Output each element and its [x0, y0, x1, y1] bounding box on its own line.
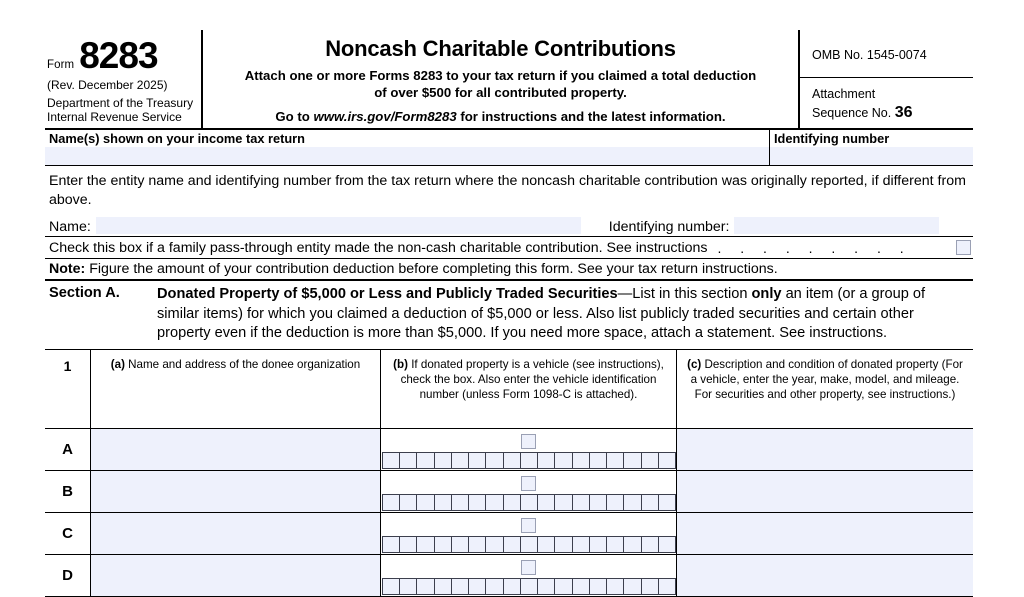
form-goto-line [213, 109, 788, 124]
vin-character-cell[interactable] [624, 579, 641, 594]
vin-character-cell[interactable] [521, 495, 538, 510]
attachment-sequence-label: Sequence No. [812, 105, 895, 120]
issuing-agency [47, 96, 195, 124]
vin-character-cell[interactable] [383, 495, 400, 510]
vin-character-cell[interactable] [555, 495, 572, 510]
column-b-tag: (b) [393, 357, 408, 371]
vehicle-checkbox[interactable] [521, 476, 536, 491]
vin-character-cell[interactable] [573, 579, 590, 594]
form-title: Noncash Charitable Contributions [325, 36, 676, 61]
column-header-b [381, 350, 677, 428]
vin-character-cell[interactable] [659, 579, 675, 594]
goto-suffix: for instructions and the latest information. [456, 109, 726, 125]
vin-input[interactable] [382, 494, 676, 511]
section-a-body [157, 285, 971, 343]
vin-character-cell[interactable] [400, 579, 417, 594]
entity-name-label: Name: [49, 219, 91, 236]
vin-character-cell[interactable] [504, 453, 521, 468]
row-label-c: C [45, 513, 91, 554]
form-number: 8283 [79, 35, 158, 76]
vin-input[interactable] [382, 452, 676, 469]
taxpayer-identity-row [45, 130, 973, 166]
leader-dots: . . . . . . . . . [717, 239, 912, 256]
attachment-sequence-number: 36 [894, 103, 913, 121]
vin-character-cell[interactable] [590, 453, 607, 468]
vehicle-cell [381, 513, 677, 554]
vin-character-cell[interactable] [573, 453, 590, 468]
goto-prefix: Go to [275, 109, 314, 125]
omb-number: OMB No. 1545-0074 [800, 30, 973, 78]
section-a-body-2: an item (or a group of similar items) for which you claimed a deduction of $5,000 or less. Also list publicly traded securities and certain other property even if the deduction is more than $5,000. If you need more space, attach a statement. See instructions. [157, 286, 926, 342]
vin-character-cell[interactable] [417, 579, 434, 594]
subtitle-line-1: Attach one or more Forms 8283 to your tax return if you claimed a total deduction [244, 68, 757, 84]
vin-character-cell[interactable] [469, 537, 486, 552]
masthead-left [45, 30, 203, 128]
property-description-input[interactable] [677, 429, 973, 470]
row-label-b: B [45, 471, 91, 512]
vin-character-cell[interactable] [486, 495, 503, 510]
property-description-input[interactable] [677, 471, 973, 512]
note-text: Figure the amount of your contribution deduction before completing this form. See your tax return instructions. [85, 261, 778, 278]
vin-character-cell[interactable] [469, 495, 486, 510]
table-header-row [45, 350, 973, 428]
column-a-tag: (a) [110, 357, 125, 371]
form-identifier [47, 35, 195, 76]
subtitle-line-2: of over $500 for all contributed property. [374, 84, 627, 100]
attachment-sequence-line [812, 103, 973, 123]
section-a-body-1: List in this section [632, 286, 752, 303]
vin-character-cell[interactable] [452, 579, 469, 594]
vin-character-cell[interactable] [642, 453, 659, 468]
vin-character-cell[interactable] [486, 579, 503, 594]
taxpayer-id-input[interactable] [770, 147, 973, 165]
entity-instruction-text: Enter the entity name and identifying number from the tax return where the noncash charitable contribution was originally reported, if different from above. [49, 173, 966, 208]
donee-name-address-input[interactable] [91, 513, 381, 554]
vin-character-cell[interactable] [435, 537, 452, 552]
vin-character-cell[interactable] [452, 537, 469, 552]
entity-fields-row [45, 213, 973, 237]
vin-character-cell[interactable] [486, 453, 503, 468]
vehicle-checkbox[interactable] [521, 560, 536, 575]
vin-character-cell[interactable] [590, 579, 607, 594]
note-line [45, 259, 973, 281]
taxpayer-name-cell [45, 130, 770, 165]
note-label: Note: [49, 261, 86, 278]
property-description-input[interactable] [677, 513, 973, 554]
form-8283 [45, 30, 973, 597]
vin-character-cell[interactable] [452, 453, 469, 468]
section-a-dash: — [617, 286, 633, 303]
attachment-sequence [800, 78, 973, 128]
vehicle-checkbox[interactable] [521, 518, 536, 533]
vehicle-cell [381, 555, 677, 596]
vin-character-cell[interactable] [659, 537, 675, 552]
entity-id-input[interactable] [734, 217, 939, 234]
vin-character-cell[interactable] [504, 537, 521, 552]
taxpayer-name-label: Name(s) shown on your income tax return [49, 131, 305, 146]
vin-character-cell[interactable] [624, 453, 641, 468]
donee-name-address-input[interactable] [91, 471, 381, 512]
vin-character-cell[interactable] [400, 495, 417, 510]
vin-character-cell[interactable] [659, 495, 675, 510]
column-c-tag: (c) [687, 357, 702, 371]
vin-character-cell[interactable] [642, 537, 659, 552]
property-description-input[interactable] [677, 555, 973, 596]
vin-character-cell[interactable] [555, 579, 572, 594]
agency-line-1: Department of the Treasury [47, 96, 194, 111]
vin-character-cell[interactable] [555, 453, 572, 468]
form-subtitle [213, 68, 788, 101]
vin-character-cell[interactable] [417, 495, 434, 510]
vin-character-cell[interactable] [469, 453, 486, 468]
attachment-label: Attachment [812, 87, 876, 101]
section-a-table [45, 350, 973, 597]
table-row [45, 554, 973, 596]
table-row [45, 428, 973, 470]
vin-character-cell[interactable] [555, 537, 572, 552]
table-line-number: 1 [45, 350, 91, 428]
vin-character-cell[interactable] [538, 495, 555, 510]
vin-character-cell[interactable] [590, 537, 607, 552]
section-a [45, 281, 973, 349]
taxpayer-id-cell [770, 130, 973, 165]
section-a-heading: Donated Property of $5,000 or Less and Publicly Traded Securities [157, 286, 618, 303]
column-a-text: Name and address of the donee organization [124, 357, 361, 371]
section-a-emphasis: only [751, 286, 782, 303]
vin-character-cell[interactable] [383, 579, 400, 594]
donee-name-address-input[interactable] [91, 555, 381, 596]
irs-url-link[interactable]: www.irs.gov/Form8283 [313, 109, 457, 125]
taxpayer-id-label: Identifying number [774, 131, 890, 146]
vehicle-checkbox[interactable] [521, 434, 536, 449]
table-body [45, 428, 973, 596]
vin-character-cell[interactable] [659, 453, 675, 468]
column-header-a [91, 350, 381, 428]
column-c-text: Description and condition of donated property (For a vehicle, enter the year, make, model, and mileage. For securities and other property, see instructions.) [690, 357, 963, 401]
form-revision-date: (Rev. December 2025) [47, 78, 168, 93]
vin-character-cell[interactable] [538, 537, 555, 552]
taxpayer-name-input[interactable] [45, 147, 769, 165]
vin-character-cell[interactable] [573, 495, 590, 510]
family-passthrough-checkbox-row [45, 237, 973, 259]
donee-name-address-input[interactable] [91, 429, 381, 470]
vin-character-cell[interactable] [417, 453, 434, 468]
vin-character-cell[interactable] [538, 579, 555, 594]
vin-character-cell[interactable] [624, 495, 641, 510]
vin-character-cell[interactable] [435, 495, 452, 510]
vin-character-cell[interactable] [383, 537, 400, 552]
vin-character-cell[interactable] [573, 537, 590, 552]
family-passthrough-label: Check this box if a family pass-through entity made the non-cash charitable contribution. See instructions [49, 239, 708, 256]
vin-character-cell[interactable] [435, 453, 452, 468]
entity-name-input[interactable] [96, 217, 581, 234]
vin-character-cell[interactable] [417, 537, 434, 552]
vin-character-cell[interactable] [504, 579, 521, 594]
vin-character-cell[interactable] [435, 579, 452, 594]
family-passthrough-checkbox[interactable] [956, 240, 971, 255]
vin-character-cell[interactable] [452, 495, 469, 510]
form-masthead [45, 30, 973, 130]
vehicle-cell [381, 471, 677, 512]
vin-character-cell[interactable] [521, 453, 538, 468]
vin-character-cell[interactable] [521, 579, 538, 594]
row-label-d: D [45, 555, 91, 596]
vin-character-cell[interactable] [538, 453, 555, 468]
vin-character-cell[interactable] [521, 537, 538, 552]
section-a-tag: Section A. [49, 285, 120, 302]
vin-character-cell[interactable] [504, 495, 521, 510]
vin-character-cell[interactable] [607, 495, 624, 510]
vin-character-cell[interactable] [486, 537, 503, 552]
vin-character-cell[interactable] [400, 453, 417, 468]
vin-character-cell[interactable] [400, 537, 417, 552]
vin-character-cell[interactable] [607, 453, 624, 468]
form-word-label: Form [47, 59, 75, 71]
table-row [45, 512, 973, 554]
vin-input[interactable] [382, 536, 676, 553]
vin-input[interactable] [382, 578, 676, 595]
vin-character-cell[interactable] [642, 495, 659, 510]
vin-character-cell[interactable] [607, 579, 624, 594]
vin-character-cell[interactable] [607, 537, 624, 552]
vin-character-cell[interactable] [590, 495, 607, 510]
table-row [45, 470, 973, 512]
row-label-a: A [45, 429, 91, 470]
masthead-center [203, 30, 798, 128]
column-header-c [677, 350, 973, 428]
column-b-text: If donated property is a vehicle (see instructions), check the box. Also enter the vehicle identification number (unless Form 1098-C is attached). [400, 357, 664, 401]
agency-line-2: Internal Revenue Service [47, 110, 182, 125]
vehicle-cell [381, 429, 677, 470]
masthead-right [798, 30, 973, 128]
vin-character-cell[interactable] [624, 537, 641, 552]
vin-character-cell[interactable] [642, 579, 659, 594]
entity-id-label: Identifying number: [608, 219, 730, 236]
vin-character-cell[interactable] [469, 579, 486, 594]
vin-character-cell[interactable] [383, 453, 400, 468]
